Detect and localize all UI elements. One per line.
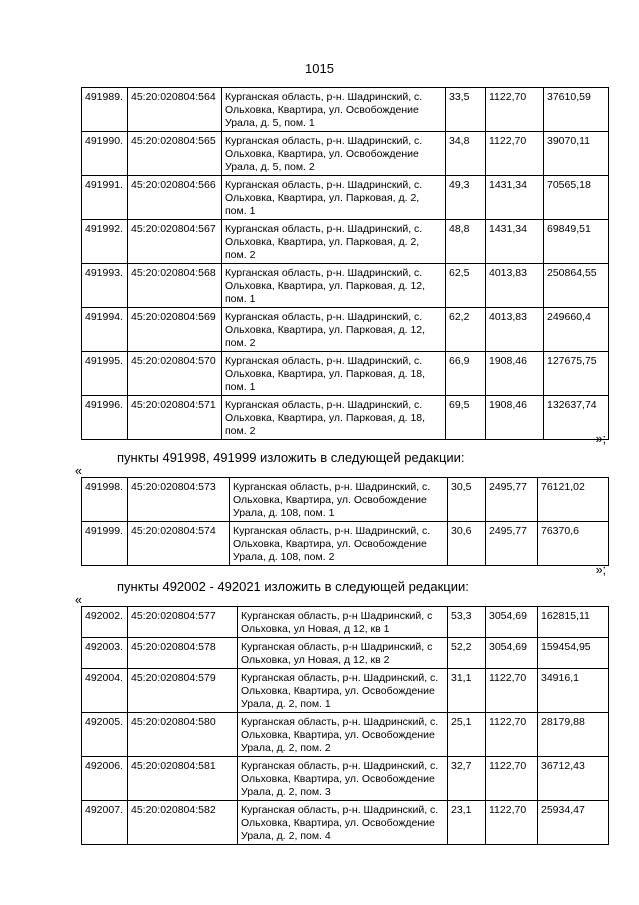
rate-cell: 1122,70 (486, 132, 544, 176)
row-number-cell: 491995. (82, 352, 128, 396)
rate-cell: 1908,46 (486, 352, 544, 396)
cadastral-number-cell: 45:20:020804:582 (128, 801, 238, 845)
cadastral-number-cell: 45:20:020804:577 (128, 607, 238, 638)
cadastral-number-cell: 45:20:020804:570 (128, 352, 222, 396)
registry-table-2 (81, 477, 609, 566)
address-cell: Курганская область, р-н Шадринский, с Ольховка, ул Новая, д 12, кв 1 (238, 607, 448, 638)
cadastral-value-cell: 249660,4 (544, 308, 609, 352)
cadastral-number-cell: 45:20:020804:569 (128, 308, 222, 352)
area-cell: 62,2 (446, 308, 486, 352)
row-number-cell: 492007. (82, 801, 128, 845)
cadastral-value-cell: 69849,51 (544, 220, 609, 264)
cadastral-value-cell: 36712,43 (538, 757, 609, 801)
rate-cell: 4013,83 (486, 264, 544, 308)
table-row (82, 264, 609, 308)
table-row (82, 88, 609, 132)
page-number: 1015 (305, 61, 334, 76)
area-cell: 48,8 (446, 220, 486, 264)
row-number-cell: 491996. (82, 396, 128, 440)
address-cell: Курганская область, р-н. Шадринский, с. Ольховка, Квартира, ул. Парковая, д. 12, пом. 1 (222, 264, 446, 308)
cadastral-number-cell: 45:20:020804:578 (128, 638, 238, 669)
cadastral-value-cell: 25934,47 (538, 801, 609, 845)
rate-cell: 2495,77 (486, 522, 538, 566)
row-number-cell: 491998. (82, 478, 128, 522)
rate-cell: 1122,70 (486, 713, 538, 757)
cadastral-number-cell: 45:20:020804:565 (128, 132, 222, 176)
opening-quote-2: « (75, 464, 82, 478)
area-cell: 66,9 (446, 352, 486, 396)
area-cell: 53,3 (448, 607, 486, 638)
row-number-cell: 491994. (82, 308, 128, 352)
cadastral-number-cell: 45:20:020804:579 (128, 669, 238, 713)
row-number-cell: 492006. (82, 757, 128, 801)
address-cell: Курганская область, р-н Шадринский, с Ольховка, ул Новая, д 12, кв 2 (238, 638, 448, 669)
registry-table-3 (81, 606, 609, 845)
address-cell: Курганская область, р-н. Шадринский, с. Ольховка, Квартира, ул. Освобождение Урала, д. 108, пом. 2 (230, 522, 448, 566)
cadastral-value-cell: 70565,18 (544, 176, 609, 220)
cadastral-number-cell: 45:20:020804:573 (128, 478, 230, 522)
cadastral-number-cell: 45:20:020804:567 (128, 220, 222, 264)
row-number-cell: 492004. (82, 669, 128, 713)
rate-cell: 3054,69 (486, 607, 538, 638)
table-row (82, 713, 609, 757)
address-cell: Курганская область, р-н. Шадринский, с. Ольховка, Квартира, ул. Освобождение Урала, д. 5, пом. 1 (222, 88, 446, 132)
row-number-cell: 491992. (82, 220, 128, 264)
table-row (82, 220, 609, 264)
cadastral-value-cell: 250864,55 (544, 264, 609, 308)
rate-cell: 1431,34 (486, 220, 544, 264)
cadastral-number-cell: 45:20:020804:568 (128, 264, 222, 308)
table-row (82, 132, 609, 176)
address-cell: Курганская область, р-н. Шадринский, с. Ольховка, Квартира, ул. Парковая, д. 12, пом. 2 (222, 308, 446, 352)
area-cell: 25,1 (448, 713, 486, 757)
cadastral-value-cell: 76121,02 (538, 478, 609, 522)
address-cell: Курганская область, р-н. Шадринский, с. Ольховка, Квартира, ул. Парковая, д. 18, пом. 1 (222, 352, 446, 396)
cadastral-value-cell: 28179,88 (538, 713, 609, 757)
area-cell: 33,5 (446, 88, 486, 132)
row-number-cell: 492003. (82, 638, 128, 669)
cadastral-value-cell: 39070,11 (544, 132, 609, 176)
table-row (82, 396, 609, 440)
row-number-cell: 492005. (82, 713, 128, 757)
table-row (82, 801, 609, 845)
area-cell: 31,1 (448, 669, 486, 713)
table-row (82, 308, 609, 352)
section-2-intro: пункты 491998, 491999 изложить в следующей редакции: (117, 450, 465, 465)
rate-cell: 4013,83 (486, 308, 544, 352)
rate-cell: 1908,46 (486, 396, 544, 440)
table-row (82, 757, 609, 801)
cadastral-value-cell: 127675,75 (544, 352, 609, 396)
rate-cell: 2495,77 (486, 478, 538, 522)
table-row (82, 176, 609, 220)
cadastral-value-cell: 162815,11 (538, 607, 609, 638)
address-cell: Курганская область, р-н. Шадринский, с. Ольховка, Квартира, ул. Парковая, д. 2, пом. 2 (222, 220, 446, 264)
area-cell: 62,5 (446, 264, 486, 308)
row-number-cell: 491991. (82, 176, 128, 220)
rate-cell: 1122,70 (486, 801, 538, 845)
cadastral-value-cell: 34916,1 (538, 669, 609, 713)
cadastral-number-cell: 45:20:020804:564 (128, 88, 222, 132)
section-3-intro: пункты 492002 - 492021 изложить в следующей редакции: (117, 579, 469, 594)
cadastral-number-cell: 45:20:020804:574 (128, 522, 230, 566)
table-row (82, 669, 609, 713)
address-cell: Курганская область, р-н. Шадринский, с. Ольховка, Квартира, ул. Освобождение Урала, д. 5, пом. 2 (222, 132, 446, 176)
cadastral-value-cell: 159454,95 (538, 638, 609, 669)
area-cell: 30,6 (448, 522, 486, 566)
cadastral-number-cell: 45:20:020804:566 (128, 176, 222, 220)
row-number-cell: 491999. (82, 522, 128, 566)
table-row (82, 607, 609, 638)
area-cell: 23,1 (448, 801, 486, 845)
address-cell: Курганская область, р-н. Шадринский, с. Ольховка, Квартира, ул. Освобождение Урала, д. 2, пом. 1 (238, 669, 448, 713)
cadastral-value-cell: 37610,59 (544, 88, 609, 132)
area-cell: 34,8 (446, 132, 486, 176)
area-cell: 30,5 (448, 478, 486, 522)
cadastral-number-cell: 45:20:020804:571 (128, 396, 222, 440)
table-row (82, 352, 609, 396)
rate-cell: 3054,69 (486, 638, 538, 669)
area-cell: 49,3 (446, 176, 486, 220)
cadastral-number-cell: 45:20:020804:580 (128, 713, 238, 757)
address-cell: Курганская область, р-н. Шадринский, с. Ольховка, Квартира, ул. Освобождение Урала, д. 2, пом. 4 (238, 801, 448, 845)
address-cell: Курганская область, р-н. Шадринский, с. Ольховка, Квартира, ул. Освобождение Урала, д. 2, пом. 2 (238, 713, 448, 757)
opening-quote-3: « (75, 593, 82, 607)
address-cell: Курганская область, р-н. Шадринский, с. Ольховка, Квартира, ул. Парковая, д. 18, пом. 2 (222, 396, 446, 440)
address-cell: Курганская область, р-н. Шадринский, с. Ольховка, Квартира, ул. Освобождение Урала, д. 108, пом. 1 (230, 478, 448, 522)
rate-cell: 1122,70 (486, 669, 538, 713)
row-number-cell: 491989. (82, 88, 128, 132)
rate-cell: 1122,70 (486, 757, 538, 801)
cadastral-value-cell: 76370,6 (538, 522, 609, 566)
table-row (82, 522, 609, 566)
rate-cell: 1431,34 (486, 176, 544, 220)
cadastral-number-cell: 45:20:020804:581 (128, 757, 238, 801)
closing-quote-1: »; (595, 432, 606, 446)
area-cell: 32,7 (448, 757, 486, 801)
rate-cell: 1122,70 (486, 88, 544, 132)
area-cell: 52,2 (448, 638, 486, 669)
row-number-cell: 491993. (82, 264, 128, 308)
cadastral-value-cell: 132637,74 (544, 396, 609, 440)
address-cell: Курганская область, р-н. Шадринский, с. Ольховка, Квартира, ул. Парковая, д. 2, пом. 1 (222, 176, 446, 220)
table-row (82, 638, 609, 669)
table-row (82, 478, 609, 522)
area-cell: 69,5 (446, 396, 486, 440)
row-number-cell: 491990. (82, 132, 128, 176)
row-number-cell: 492002. (82, 607, 128, 638)
registry-table-1 (81, 87, 609, 440)
address-cell: Курганская область, р-н. Шадринский, с. Ольховка, Квартира, ул. Освобождение Урала, д. 2, пом. 3 (238, 757, 448, 801)
closing-quote-2: »; (595, 563, 606, 577)
